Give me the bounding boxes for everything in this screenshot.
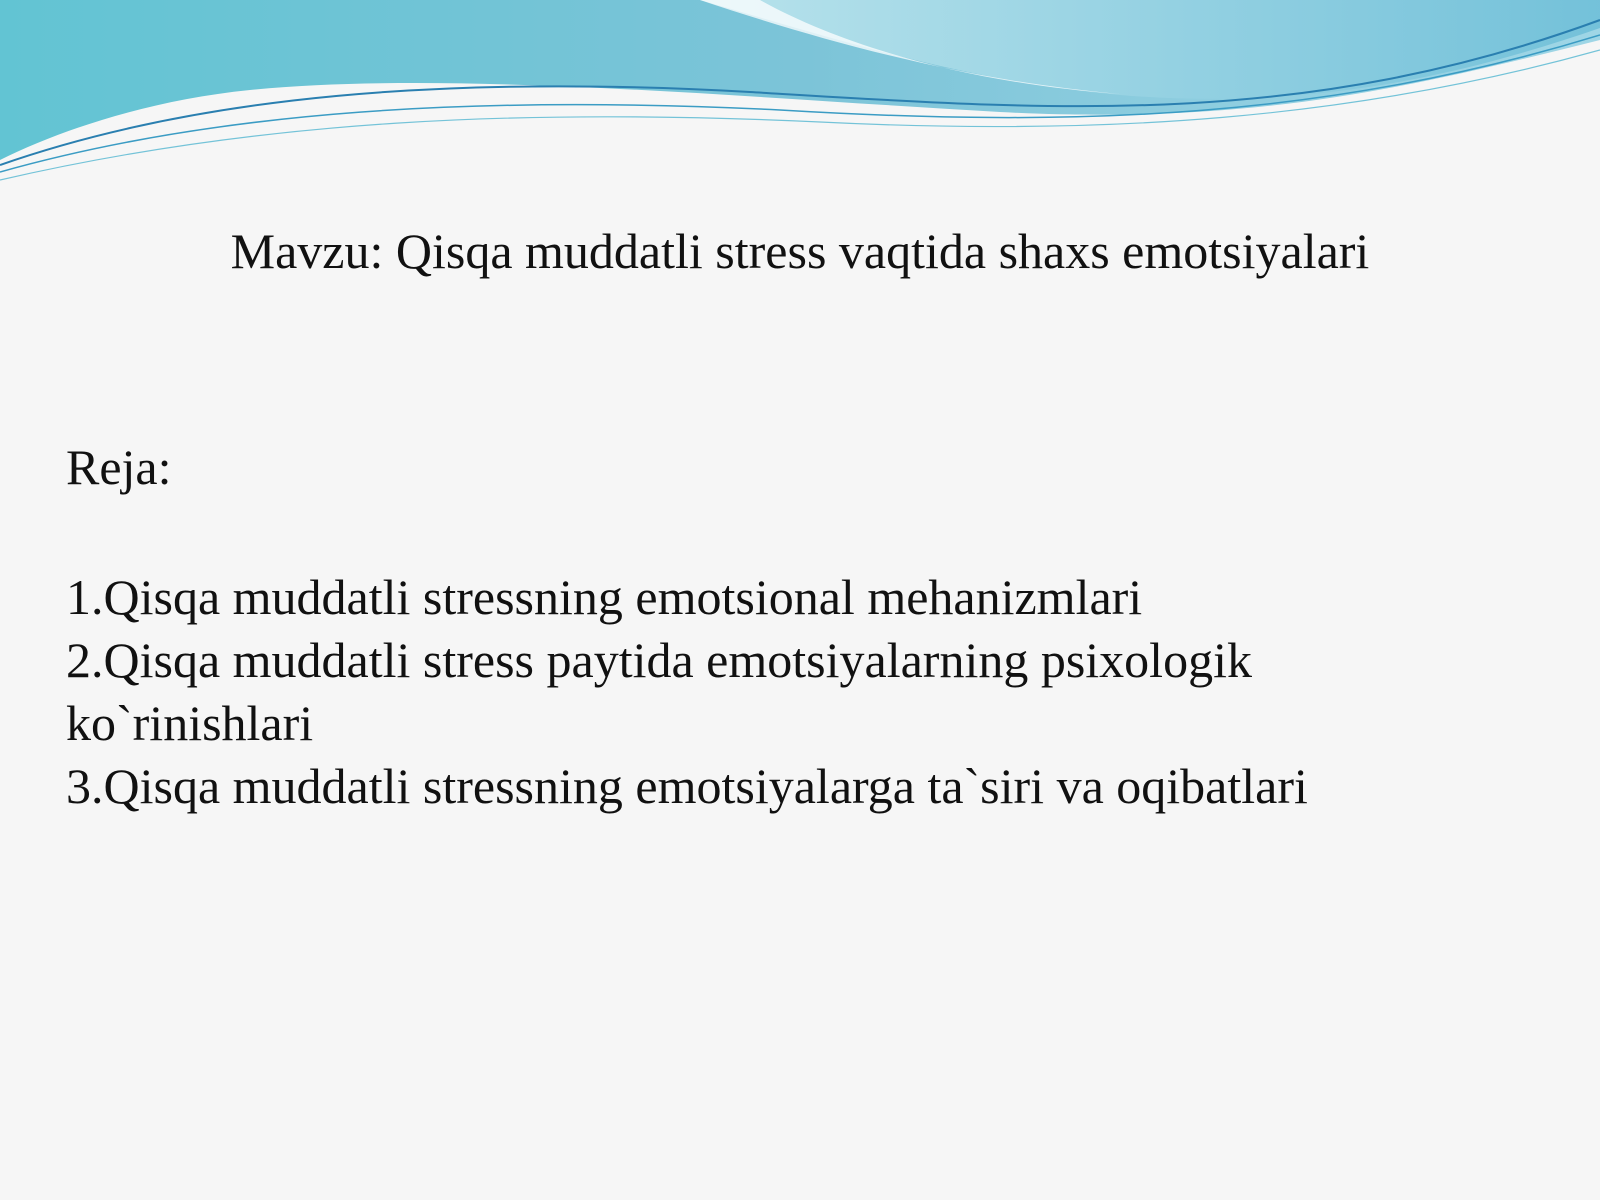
plan-list	[66, 566, 1486, 818]
plan-item: 1.Qisqa muddatli stressning emotsional mehanizmlari	[66, 569, 1143, 625]
plan-item: 3.Qisqa muddatli stressning emotsiyalarga ta`siri va oqibatlari	[66, 758, 1308, 814]
plan-heading: Reja:	[66, 439, 172, 495]
plan-item: 2.Qisqa muddatli stress paytida emotsiyalarning psixologik ko`rinishlari	[66, 632, 1252, 751]
decorative-wave-header	[0, 0, 1600, 190]
slide-title: Mavzu: Qisqa muddatli stress vaqtida shaxs emotsiyalari	[230, 223, 1370, 279]
